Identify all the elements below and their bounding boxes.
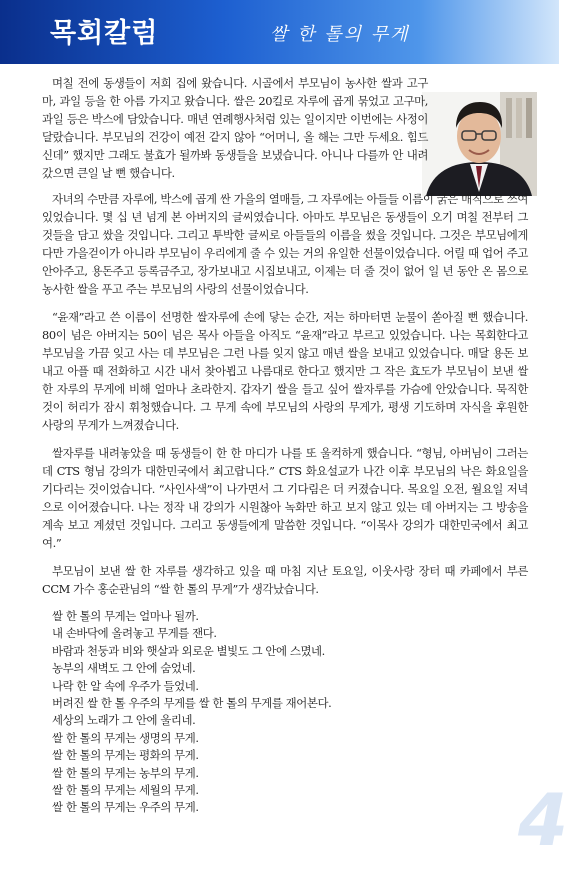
lyric-line: 세상의 노래가 그 안에 울리네. xyxy=(52,713,196,728)
lyric-line: 내 손바닥에 올려놓고 무게를 잰다. xyxy=(52,626,217,641)
lyric-line: 쌀 한 톨의 무게는 농부의 무게. xyxy=(52,765,199,780)
article-paragraph: “윤재”라고 쓴 이름이 선명한 쌀자루에 손에 닿는 순간, 저는 하마터면 눈물이 쏟아질 뻔 했습니다. 80이 넘은 아버지는 50이 넘은 목사 아들을 아직도 “윤재”라고 부르고 있었습니다. 나는 목회한다고 부모님을 가끔 잊고 사는 데 부모님은 그런 나를 잊지 않고 매년 쌀을 보내고 있었습니다. 매달 용돈 보내고 아플 때 전화하고 시간 내서 찾아뵙고 나름대로 한다고 했지만 그 작은 효도가 부모님이 보낸 쌀 한 자루의 무게에 비해 얼마나 초라한지. 갑자기 쌀을 들고 싶어 쌀자루를 가슴에 안았습니다. 묵직한 것이 허리가 잠시 휘청했습니다. 그 무게 속에 부모님의 사랑의 무게가, 평생 기도하며 자식을 후원한 사랑의 무게가 느껴졌습니다. xyxy=(42,310,528,432)
article-paragraph: 쌀자루를 내려놓았을 때 동생들이 한 한 마디가 나를 또 울컥하게 했습니다. “형님, 아버님이 그러는데 CTS 형님 강의가 대한민국에서 최고랍니다.” CTS 화요설교가 나간 이후 부모님의 낙은 화요일을 기다리는 것이었습니다. “사인사색”이 나가면서 그 기다림은 더 커졌습니다. 목요일 오전, 월요일 저녁으로 이어졌습니다. 나는 정작 내 강의가 시원찮아 녹화만 하고 보지 않고 있는 데 아버지는 그 방송을 계속 보고 계셨던 것입니다. 그리고 동생들에게 말씀한 것입니다. “이목사 강의가 대한민국에서 최고여.” xyxy=(42,446,528,550)
song-lyrics xyxy=(42,608,528,817)
lyric-line: 쌀 한 톨의 무게는 우주의 무게. xyxy=(52,800,199,815)
lyric-line: 바람과 천둥과 비와 햇살과 외로운 별빛도 그 안에 스몄네. xyxy=(52,643,325,658)
column-header-banner xyxy=(0,0,559,64)
lyric-line: 쌀 한 톨의 무게는 세월의 무게. xyxy=(52,783,199,798)
article-paragraph: 부모님이 보낸 쌀 한 자루를 생각하고 있을 때 마침 지난 토요일, 이웃사랑 장터 때 카페에서 부른 CCM 가수 홍순관님의 “쌀 한 톨의 무게”가 생각났습니다. xyxy=(42,564,528,596)
lyric-line: 나락 한 알 속에 우주가 들었네. xyxy=(52,678,199,693)
article-paragraph: 자녀의 수만큼 자루에, 박스에 곱게 싼 가을의 열매들, 그 자루에는 아들들 이름이 굵은 매직으로 쓰여 있었습니다. 몇 십 년 넘게 본 아버지의 글씨였습니다. 아마도 부모님은 동생들이 오기 며칠 전부터 그것들을 담고 쌌을 것입니다. 그리고 투박한 글씨로 아들들의 이름을 썼을 것입니다. 그것은 부모님에게 다만 가을걷이가 아니라 부모님이 우리에게 줄 수 있는 거의 유일한 선물이었습니다. 어릴 때 업어 주고 안아주고, 용돈주고 등록금주고, 장가보내고 시집보내고, 이제는 더 줄 것이 없어 일 년 동안 온 몸으로 농사한 쌀을 푸고 주는 부모님의 사랑의 선물이었습니다. xyxy=(42,192,528,296)
article-paragraph: 며칠 전에 동생들이 저희 집에 왔습니다. 시골에서 부모님이 농사한 쌀과 고구마, 과일 등을 한 아름 가지고 왔습니다. 쌀은 20킬로 자루에 곱게 묶었고 고구마, 과일 등은 박스에 담았습니다. 매년 연례행사처럼 있는 일이지만 이번에는 사정이 달랐습니다. 부모님의 건강이 예전 같지 않아 “어머니, 올 해는 그만 두세요. 힘드신데” 했지만 그래도 불효가 될까봐 동생들을 보냈습니다. 아니나 다를까 안 내려갔으면 큰일 날 뻔 했습니다. xyxy=(42,76,428,180)
lyric-line: 쌀 한 톨의 무게는 얼마나 될까. xyxy=(52,609,199,623)
column-article-body xyxy=(42,74,528,817)
column-article-title: 쌀 한 톨의 무게 xyxy=(270,24,410,45)
lyric-line: 농부의 새벽도 그 안에 숨었네. xyxy=(52,661,196,676)
lyric-line: 버려진 쌀 한 톨 우주의 무게를 쌀 한 톨의 무게를 재어본다. xyxy=(52,696,332,711)
lyric-line: 쌀 한 톨의 무게는 평화의 무게. xyxy=(52,748,199,763)
lyric-line: 쌀 한 톨의 무게는 생명의 무게. xyxy=(52,730,199,745)
page-number: 4 xyxy=(518,778,568,862)
column-category-title: 목회칼럼 xyxy=(50,18,159,49)
